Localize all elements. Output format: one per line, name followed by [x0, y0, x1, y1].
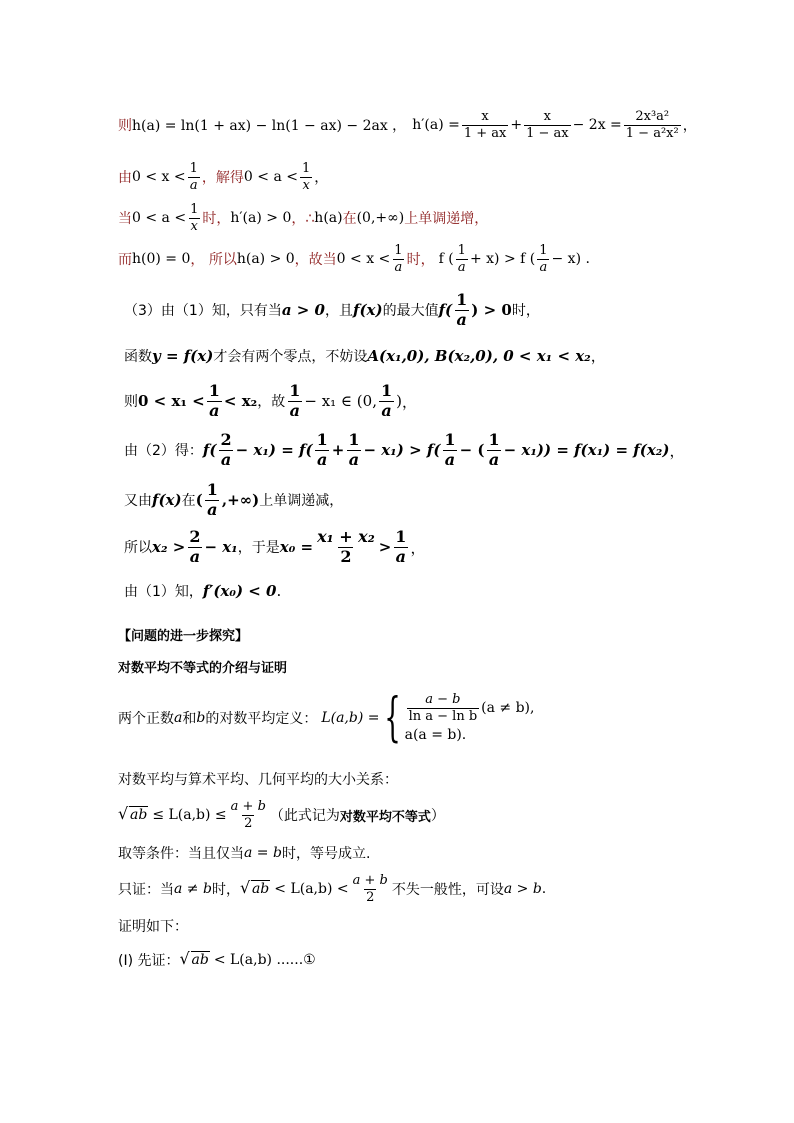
- math: h′(a) > 0: [230, 210, 292, 227]
- proof-step-1: [118, 950, 316, 970]
- fraction: $\frac{1}{a}$: [539, 243, 548, 275]
- fraction: $\frac{1}{x}$: [301, 161, 311, 193]
- fraction: $\frac{1}{a}$: [208, 381, 220, 420]
- fraction: $\frac{\text{x₁ + x₂}}{2}$: [317, 527, 375, 566]
- math: < L(a,b) <: [274, 881, 349, 898]
- math: 0 < x <: [132, 169, 186, 186]
- fraction: $\frac{1}{a}$: [488, 430, 500, 469]
- math: < x₂: [223, 392, 258, 411]
- text: ，且: [325, 303, 353, 320]
- math: ，: [682, 118, 697, 135]
- fraction: $\frac{x}{1 + ax}$: [463, 109, 507, 141]
- math: f(: [202, 441, 217, 460]
- math: 0 < a <: [132, 210, 187, 227]
- math: − x₁) > f(: [363, 441, 441, 460]
- fraction: $\frac{1}{a}$: [348, 430, 360, 469]
- math: x₀ =: [279, 538, 314, 557]
- math: − x₁: [204, 538, 238, 557]
- text: ）: [430, 808, 445, 825]
- text: 才会有两个零点，不妨设: [213, 348, 368, 365]
- section-subheading: 对数平均不等式的介绍与证明: [118, 661, 288, 676]
- line-3: [118, 203, 488, 233]
- text: 则: [118, 118, 132, 135]
- math: .: [541, 881, 547, 898]
- math: L(a,b) =: [321, 710, 380, 726]
- math: − (: [459, 441, 485, 460]
- line-1: [118, 110, 697, 140]
- math: a(a = b).: [404, 727, 467, 744]
- text: 取等条件：当且仅当: [118, 846, 244, 862]
- math: h(a): [314, 210, 343, 227]
- math: < L(a,b) ......①: [213, 952, 316, 968]
- line-9: [124, 482, 343, 519]
- math: 0 < a <: [243, 169, 298, 186]
- fraction: $\frac{a - b}{\text{ln a − ln b}}$: [408, 691, 478, 724]
- math: +: [331, 441, 345, 460]
- fraction: $\frac{1}{a}$: [395, 527, 407, 566]
- fraction: $\frac{1}{a}$: [444, 430, 456, 469]
- fraction: $\frac{a + b}{2}$: [230, 799, 266, 831]
- text: 时，等号成立.: [281, 846, 371, 862]
- math: ，: [314, 170, 329, 187]
- math: ≤ L(a,b) ≤: [152, 807, 227, 824]
- line-4: [118, 244, 590, 274]
- math: ，: [401, 392, 417, 411]
- text: 在: [342, 211, 357, 228]
- text: （3）由（1）知，只有当: [124, 303, 282, 320]
- math: (: [195, 491, 203, 510]
- math: a = b: [244, 845, 282, 861]
- text: (I) 先证：: [118, 953, 180, 969]
- math: ,+∞): [221, 491, 260, 510]
- line-7: [124, 383, 417, 420]
- math: +: [510, 117, 523, 134]
- math: ，: [410, 538, 426, 557]
- math: h(a) = ln(1 + ax) − ln(1 − ax) − 2ax ，: [132, 118, 407, 135]
- cases: { $\frac{a - b}{\text{ln a − ln b}}$ (a ≠ b), a(a = b).: [383, 688, 535, 748]
- log-mean-definition: [118, 688, 535, 748]
- fraction: $\frac{1}{a}$: [316, 430, 328, 469]
- fraction: $\frac{a + b}{2}$: [352, 873, 388, 905]
- fraction: $\frac{2}{a}$: [189, 527, 201, 566]
- math: (a ≠ b),: [481, 700, 535, 716]
- math: 0 < x <: [336, 251, 391, 268]
- math: .: [276, 582, 282, 600]
- text: 和: [182, 711, 197, 727]
- text: 两个正数: [118, 711, 174, 727]
- text: ，∴: [291, 211, 315, 228]
- text: ，解得: [201, 170, 244, 187]
- text: ，故: [257, 394, 286, 411]
- math: h′(a) =: [412, 117, 460, 134]
- line-2: [118, 162, 328, 192]
- text: 当: [118, 211, 132, 228]
- math: b: [196, 710, 206, 726]
- fraction: $\frac{2}{a}$: [220, 430, 232, 469]
- math: − x₁ ∈ (0,: [304, 392, 377, 411]
- text: 由（2）得：: [124, 443, 203, 460]
- fraction: $\frac{1}{a}$: [456, 290, 468, 329]
- fraction: $\frac{1}{a}$: [189, 161, 198, 193]
- text: 函数: [124, 348, 152, 365]
- sqrt: √ ab: [242, 881, 270, 897]
- math: a: [174, 710, 183, 726]
- text: 而: [118, 252, 132, 269]
- text: 由: [118, 170, 132, 187]
- sqrt: √ ab: [120, 807, 148, 823]
- text: 只证：当: [118, 882, 174, 899]
- comparison-intro: 对数平均与算术平均、几何平均的大小关系：: [118, 772, 398, 788]
- text: 的最大值: [382, 303, 439, 320]
- text: （此式记为: [269, 808, 340, 825]
- fraction: $\frac{1}{x}$: [190, 202, 199, 234]
- fraction: $\frac{1}{a}$: [380, 381, 393, 420]
- text: 则: [124, 394, 138, 411]
- math: − x₁)) = f(x₁) = f(x₂): [503, 441, 670, 460]
- text: 不失一般性，可设: [391, 882, 504, 899]
- math: f(: [438, 301, 453, 320]
- fraction: $\frac{1}{a}$: [289, 381, 301, 420]
- log-mean-inequality: [118, 800, 445, 830]
- sqrt: √ ab: [182, 952, 210, 968]
- text: 又由: [124, 493, 152, 510]
- math: (0,+∞): [356, 210, 405, 227]
- math: − x₁) = f(: [235, 441, 313, 460]
- math: ，: [590, 347, 606, 365]
- text: 时，: [211, 882, 240, 899]
- text: 所以: [124, 540, 152, 557]
- fraction: $\frac{x}{1 - ax}$: [526, 109, 569, 141]
- line-10: [124, 529, 425, 566]
- fraction: $\frac{1}{a}$: [394, 243, 403, 275]
- text: 上单调递减，: [259, 493, 344, 510]
- text: 时，: [511, 303, 540, 320]
- math: h(0) = 0: [132, 251, 191, 268]
- text: ， 所以: [190, 252, 237, 269]
- fraction: $\frac{\text{2x³a²}}{\text{1 − a²x²}}$: [625, 109, 679, 141]
- math: >: [378, 538, 392, 557]
- proof-goal: [118, 874, 546, 904]
- math: f′(x₀) < 0: [202, 582, 277, 600]
- math: ，: [669, 441, 685, 460]
- fraction: $\frac{1}{a}$: [457, 243, 466, 275]
- math: A(x₁,0), B(x₂,0), 0 < x₁ < x₂: [367, 346, 591, 365]
- math: a ≠ b: [174, 881, 212, 898]
- math: a > b: [503, 881, 542, 898]
- math: − x) .: [551, 251, 590, 268]
- equality-condition: [118, 843, 370, 863]
- text: 时，: [202, 211, 231, 228]
- text: 上单调递增，: [404, 211, 489, 228]
- text: 由（1）知，: [124, 584, 203, 600]
- math: ): [396, 392, 402, 411]
- math: y = f(x): [152, 346, 214, 365]
- math: + x) > f (: [469, 251, 536, 268]
- text: 对数平均不等式: [339, 809, 431, 825]
- text: ，故当: [294, 252, 337, 269]
- math: x₂ >: [152, 538, 186, 557]
- line-6: [124, 345, 606, 366]
- text: 的对数平均定义：: [205, 711, 318, 727]
- math: f (: [438, 251, 454, 268]
- math: 0 < x₁ <: [138, 392, 205, 411]
- text: ，于是: [237, 540, 280, 557]
- line-8: [124, 432, 684, 469]
- math: − 2x =: [572, 117, 622, 134]
- math: h(a) > 0: [236, 251, 295, 268]
- proof-start: 证明如下：: [118, 919, 188, 935]
- math: ) > 0: [471, 301, 512, 320]
- line-5: [124, 292, 540, 329]
- math: f(x): [353, 301, 383, 320]
- line-11: [124, 581, 281, 601]
- text: 在: [181, 493, 196, 510]
- math: f(x): [152, 491, 182, 510]
- math: a > 0: [281, 301, 325, 320]
- text: 时，: [406, 252, 435, 269]
- fraction: $\frac{1}{a}$: [206, 480, 218, 519]
- section-heading: 【问题的进一步探究】: [118, 629, 249, 644]
